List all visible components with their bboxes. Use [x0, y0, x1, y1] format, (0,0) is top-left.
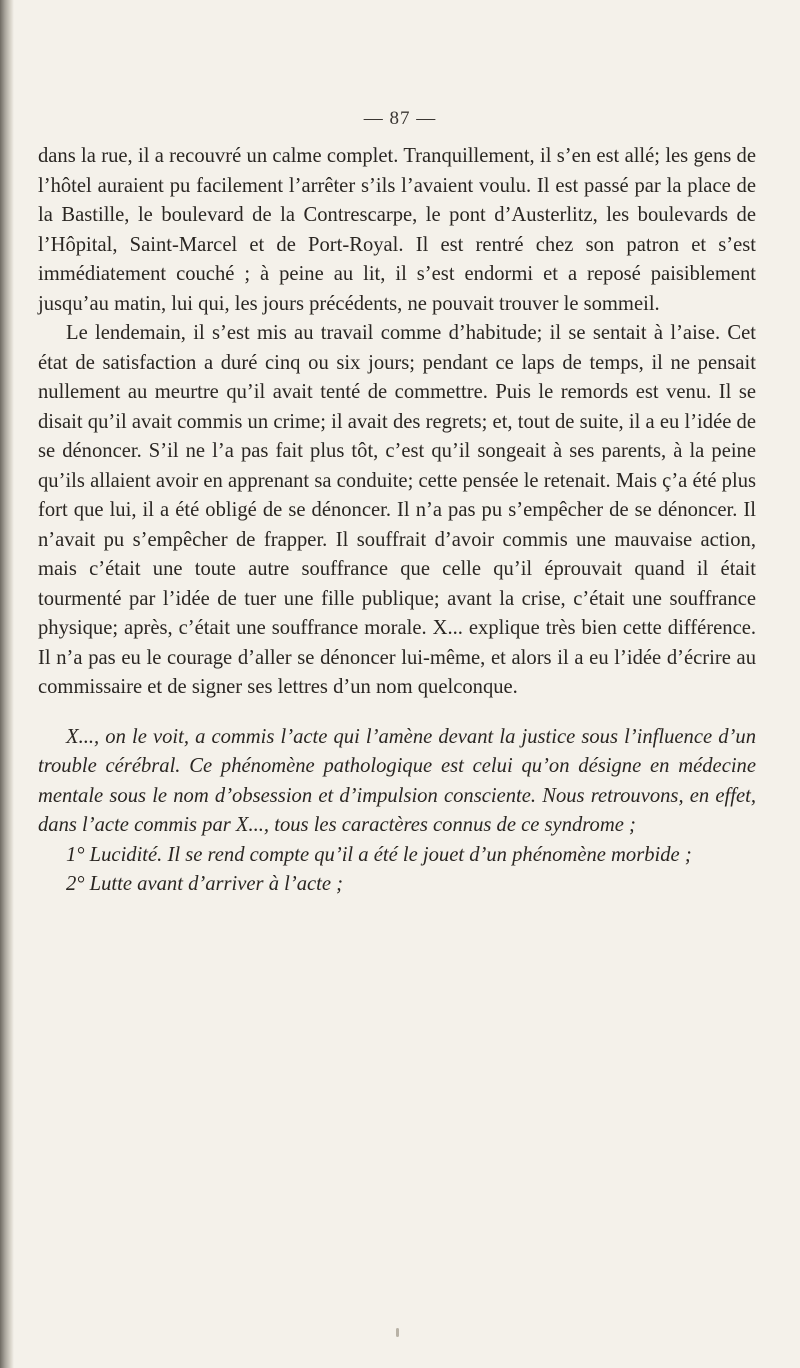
page-binding-shadow — [0, 0, 14, 1368]
list-item-lucidite: 1° Lucidité. Il se rend compte qu’il a été le jouet d’un phénomène morbide ; — [66, 843, 692, 866]
body-text — [38, 142, 756, 900]
paragraph-3: X..., on le voit, a commis l’acte qui l’amène devant la justice sous l’influence d’un trouble cérébral. Ce phénomène pathologique est celui qu’on désigne en médecine mentale sous le nom d’obsession et d’impulsion consciente. Nous retrouvons, en effet, dans l’acte commis par X..., tous les caractères connus de ce syndrome ; — [38, 725, 756, 836]
page-number: — 87 — — [363, 108, 437, 129]
paragraph-2: Le lendemain, il s’est mis au travail comme d’habitude; il se sentait à l’aise. Cet état de satisfaction a duré cinq ou six jours; pendant ce laps de temps, il ne pensait nullement au meurtre qu’il avait tenté de commettre. Puis le remords est venu. Il se disait qu’il avait commis un crime; il avait des regrets; et, tout de suite, il a eu l’idée de se dénoncer. S’il ne l’a pas fait plus tôt, c’est qu’il songeait à ses parents, à la peine qu’ils allaient avoir en apprenant sa conduite; cette pensée le retenait. Mais ç’a été plus fort que lui, il a été obligé de se dénoncer. Il n’a pas pu s’empêcher de se dénoncer. Il n’avait pu s’empêcher de frapper. Il souffrait d’avoir commis une mauvaise action, mais c’était une toute autre souffrance que celle qu’il éprouvait quand il était tourmenté par l’idée de tuer une fille publique; avant la crise, c’était une souffrance physique; après, c’était une souffrance morale. X... explique très bien cette différence. Il n’a pas eu le courage d’aller se dénoncer lui-même, et alors il a eu l’idée d’écrire au commissaire et de signer ses lettres d’un nom quelconque. — [38, 322, 756, 698]
list-item-lutte: 2° Lutte avant d’arriver à l’acte ; — [66, 873, 344, 895]
paragraph-gap — [38, 703, 756, 723]
paper-speck — [396, 1328, 399, 1337]
paragraph-1: dans la rue, il a recouvré un calme complet. Tranquillement, il s’en est allé; les gens de l’hôtel auraient pu facilement l’arrêter s’ils l’avaient voulu. Il est passé par la place de la Bastille, le boulevard de la Contrescarpe, le pont d’Austerlitz, les boulevards de l’Hôpital, Saint-Marcel et de Port-Royal. Il est rentré chez son patron et s’est immédiatement couché ; à peine au lit, il s’est endormi et a reposé paisiblement jusqu’au matin, lui qui, les jours précédents, ne pouvait trouver le sommeil. — [38, 145, 756, 315]
